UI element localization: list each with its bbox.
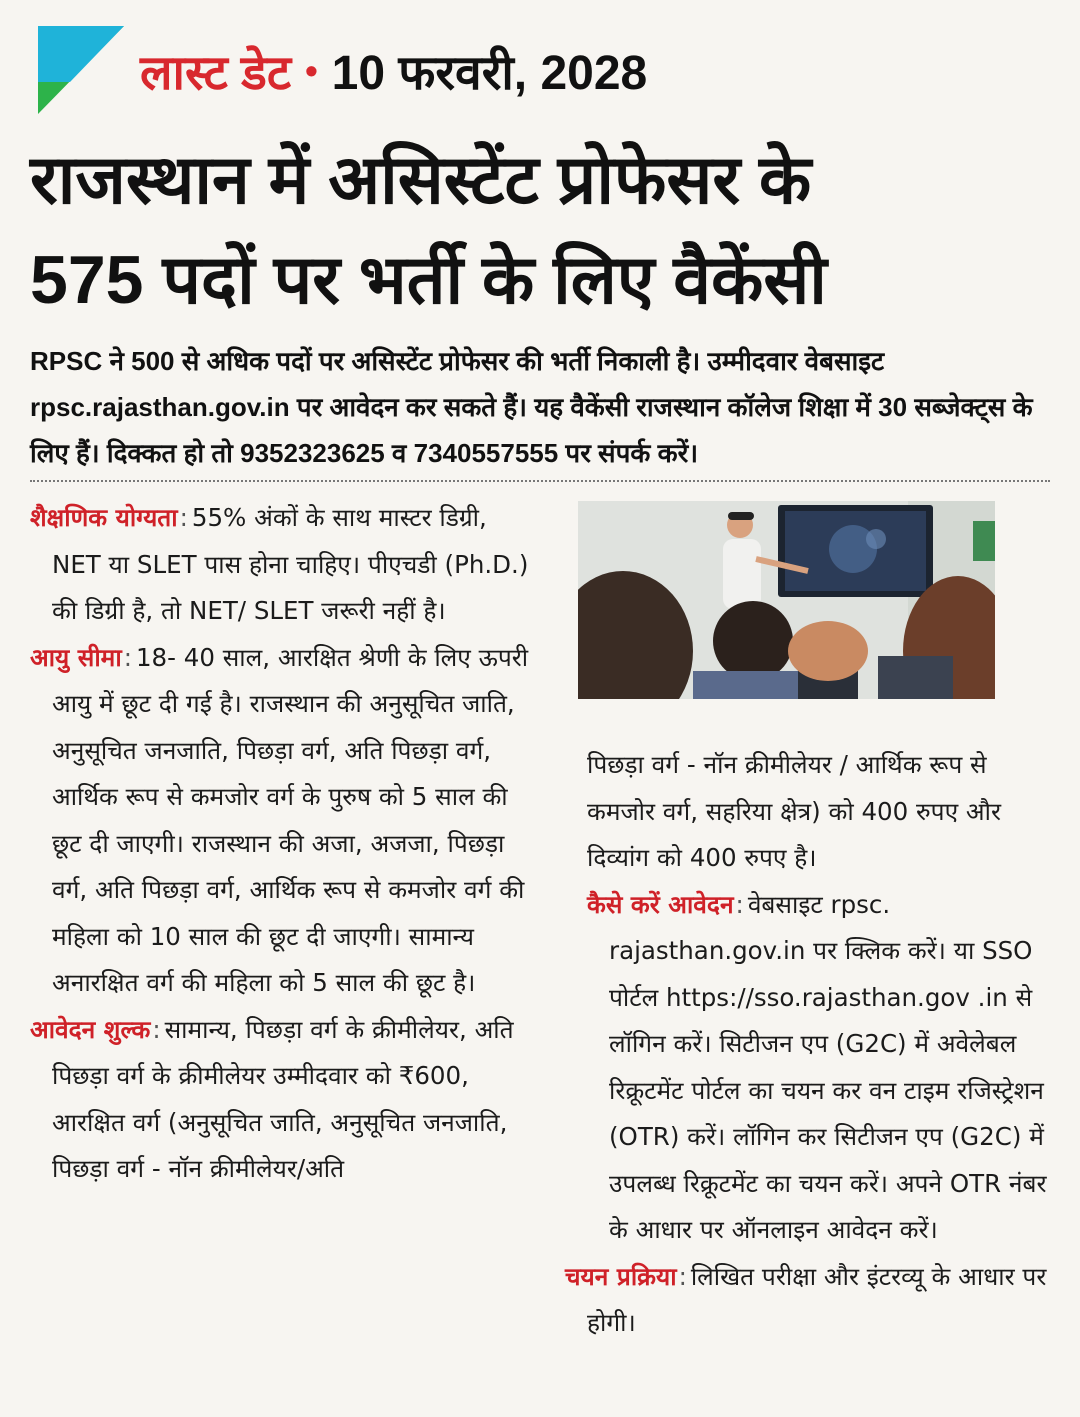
how-to-apply-text: वेबसाइट rpsc. rajasthan.gov.in पर क्लिक करें। या SSO पोर्टल https://sso.rajasthan.gov .in से लॉगिन करें। सिटीजन एप (G2C) में अवेलेबल रिक्रूटमेंट पोर्टल का चयन कर वन टाइम रजिस्ट्रेशन (OTR) करें। लॉगिन कर सिटीजन एप (G2C) में उपलब्ध रिक्रूटमेंट का चयन करें। अपने OTR नंबर के आधार पर ऑनलाइन आवेदन करें।	[609, 889, 1047, 1244]
how-to-apply-title: कैसे करें आवेदन	[587, 889, 734, 919]
headline-line-1: राजस्थान में असिस्टेंट प्रोफेसर के	[30, 142, 812, 218]
selection-section	[565, 1254, 1052, 1347]
lead-paragraph: RPSC ने 500 से अधिक पदों पर असिस्टेंट प्रोफेसर की भर्ती निकाली है। उम्मीदवार वेबसाइट rpsc.rajasthan.gov.in पर आवेदन कर सकते हैं। यह वैकेंसी राजस्थान कॉलेज शिक्षा में 30 सब्जेक्ट्स के लिए हैं। दिक्कत हो तो 9352323625 व 7340557555 पर संपर्क करें।	[30, 346, 1033, 468]
photo-margin	[995, 501, 1047, 699]
selection-title: चयन प्रक्रिया	[565, 1261, 677, 1291]
selection-text: लिखित परीक्षा और इंटरव्यू के आधार पर होगी।	[587, 1261, 1047, 1337]
classroom-photo	[578, 501, 995, 699]
fee-section	[30, 1007, 532, 1193]
how-to-apply-section	[587, 882, 1052, 1254]
age-limit-separator: :	[123, 642, 132, 672]
selection-separator: :	[678, 1261, 687, 1291]
headline	[30, 130, 1060, 330]
corner-flag-graphic	[36, 22, 126, 118]
fee-text: सामान्य, पिछड़ा वर्ग के क्रीमीलेयर, अति पिछड़ा वर्ग के क्रीमीलेयर उम्मीदवार को ₹600, आरक्षित वर्ग (अनुसूचित जाति, अनुसूचित जनजाति, पिछड़ा वर्ग - नॉन क्रीमीलेयर/अति	[52, 1014, 514, 1183]
how-to-apply-separator: :	[735, 889, 744, 919]
headline-line-2: 575 पदों पर भर्ती के लिए वैकेंसी	[30, 242, 827, 318]
age-limit-title: आयु सीमा	[30, 642, 122, 672]
bullet-separator: •	[305, 50, 318, 91]
right-column	[565, 742, 1052, 1347]
classroom-illustration	[578, 501, 995, 699]
left-column	[30, 495, 532, 1193]
last-date-banner	[140, 36, 647, 106]
fee-continued-text: पिछड़ा वर्ग - नॉन क्रीमीलेयर / आर्थिक रूप से कमजोर वर्ग, सहरिया क्षेत्र) को 400 रुपए और दिव्यांग को 400 रुपए है।	[587, 750, 1001, 872]
qualification-section	[30, 495, 532, 635]
qualification-title: शैक्षणिक योग्यता	[30, 503, 178, 532]
fee-title: आवेदन शुल्क	[30, 1014, 151, 1044]
qualification-separator: :	[179, 503, 188, 532]
last-date-label: लास्ट डेट	[140, 46, 292, 100]
last-date-value: 10 फरवरी, 2028	[331, 46, 648, 100]
qualification-text: 55% अंकों के साथ मास्टर डिग्री, NET या SLET पास होना चाहिए। पीएचडी (Ph.D.) की डिग्री है, तो NET/ SLET जरूरी नहीं है।	[52, 503, 529, 625]
age-limit-section	[30, 635, 532, 1007]
age-limit-text: 18- 40 साल, आरक्षित श्रेणी के लिए ऊपरी आयु में छूट दी गई है। राजस्थान की अनुसूचित जाति, अनुसूचित जनजाति, पिछड़ा वर्ग, अति पिछड़ा वर्ग, आर्थिक रूप से कमजोर वर्ग के पुरुष को 5 साल की छूट दी जाएगी। राजस्थान की अजा, अजजा, पिछड़ा वर्ग, अति पिछड़ा वर्ग, आर्थिक रूप से कमजोर वर्ग की महिला को 10 साल की छूट दी जाएगी। सामान्य अनारक्षित वर्ग की महिला को 5 साल की छूट है।	[52, 642, 529, 997]
dotted-divider	[30, 480, 1050, 482]
fee-separator: :	[152, 1014, 161, 1044]
